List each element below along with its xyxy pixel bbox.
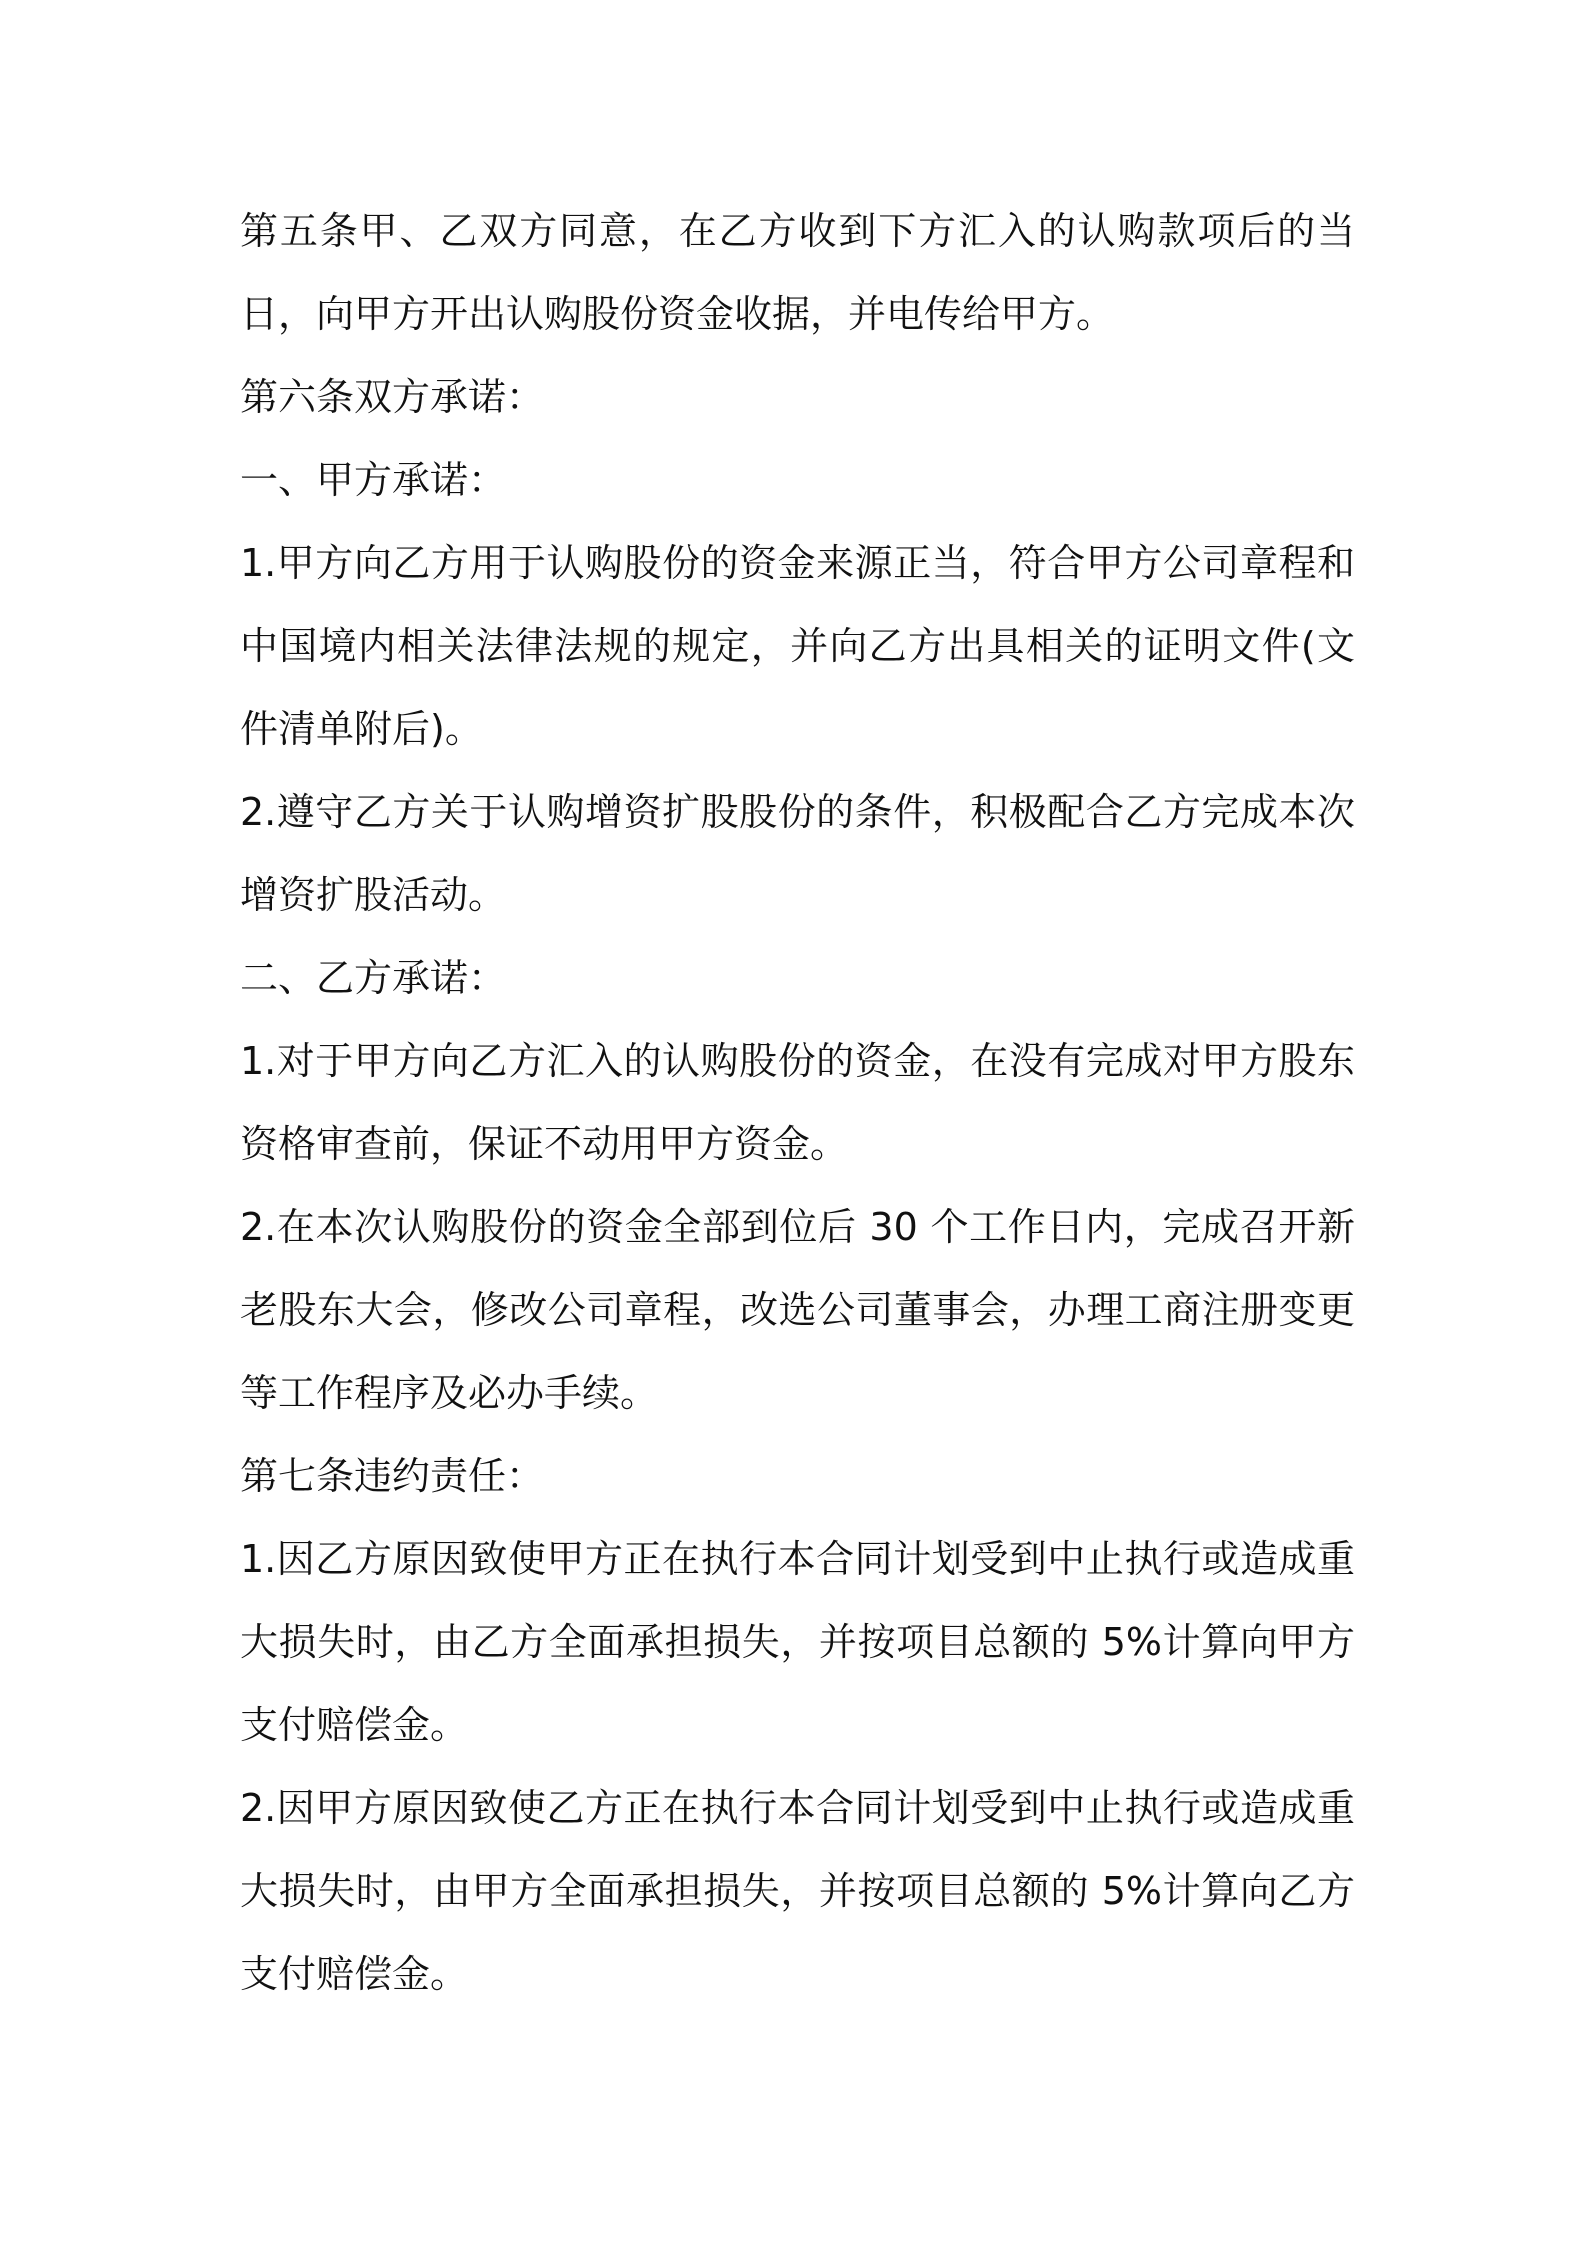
party-b-commitment-1: 1.对于甲方向乙方汇入的认购股份的资金，在没有完成对甲方股东资格审查前，保证不动用甲方资金。 — [240, 1039, 1355, 1166]
clause-6-heading: 第六条双方承诺： — [240, 375, 545, 419]
clause-7-heading: 第七条违约责任： — [240, 1454, 545, 1498]
clause-5: 第五条甲、乙双方同意，在乙方收到下方汇入的认购款项后的当日，向甲方开出认购股份资金收据，并电传给甲方。 — [240, 209, 1355, 336]
liability-item-1: 1.因乙方原因致使甲方正在执行本合同计划受到中止执行或造成重大损失时，由乙方全面承担损失，并按项目总额的 5%计算向甲方支付赔偿金。 — [240, 1537, 1355, 1747]
document-body — [240, 190, 1355, 2016]
party-b-commitments-heading: 二、乙方承诺： — [240, 956, 507, 1000]
party-a-commitments-heading: 一、甲方承诺： — [240, 458, 507, 502]
party-a-commitment-1: 1.甲方向乙方用于认购股份的资金来源正当，符合甲方公司章程和中国境内相关法律法规的规定，并向乙方出具相关的证明文件(文件清单附后)。 — [240, 541, 1355, 751]
party-a-commitment-2: 2.遵守乙方关于认购增资扩股股份的条件，积极配合乙方完成本次增资扩股活动。 — [240, 790, 1355, 917]
party-b-commitment-2: 2.在本次认购股份的资金全部到位后 30 个工作日内，完成召开新老股东大会，修改公司章程，改选公司董事会，办理工商注册变更等工作程序及必办手续。 — [240, 1205, 1355, 1415]
liability-item-2: 2.因甲方原因致使乙方正在执行本合同计划受到中止执行或造成重大损失时，由甲方全面承担损失，并按项目总额的 5%计算向乙方支付赔偿金。 — [240, 1786, 1355, 1996]
